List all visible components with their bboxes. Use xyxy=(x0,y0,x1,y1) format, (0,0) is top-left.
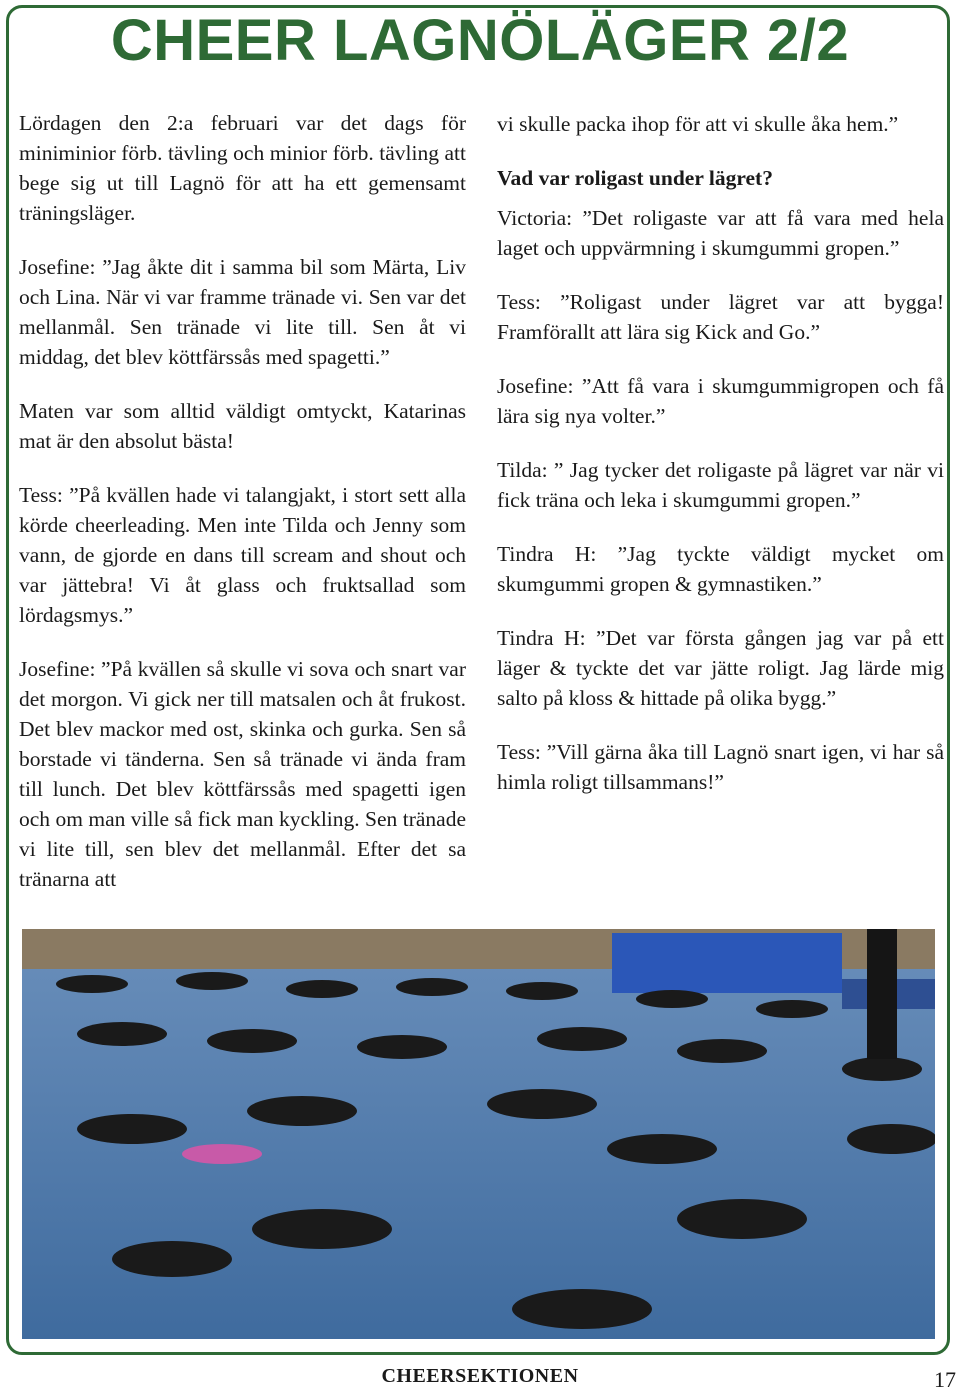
paragraph-josefine-morning: Josefine: ”På kvällen så skulle vi sova och snart var det morgon. Vi gick ner till matsalen och åt frukost. Det blev mackor med ost, skinka och gurka. Sen så borstade vi tänderna. Sen så tränade vi ända fram till lunch. Det blev köttfärssås med spagetti igen och om man ville så fick man kyckling. Sen tränade vi lite till, sen blev det mellanmål. Efter det sa tränarna att xyxy=(19,657,466,891)
coach xyxy=(867,929,897,1059)
page-number: 17 xyxy=(934,1367,956,1392)
left-column xyxy=(19,108,466,918)
answer-tindra-1: Tindra H: ”Jag tyckte väldigt mycket om skumgummi gropen & gymnastiken.” xyxy=(497,542,944,596)
footer-label: CHEERSEKTIONEN xyxy=(381,1365,579,1387)
pink-shirt xyxy=(182,1144,262,1164)
paragraph-intro: Lördagen den 2:a februari var det dags för miniminior förb. tävling och minior förb. tävling att bege sig ut till Lagnö för att ha ett gemensamt träningsläger. xyxy=(19,111,466,225)
paragraph-continuation: vi skulle packa ihop för att vi skulle åka hem.” xyxy=(497,112,899,136)
paragraph-food: Maten var som alltid väldigt omtyckt, Katarinas mat är den absolut bästa! xyxy=(19,399,466,453)
training-photo xyxy=(22,929,935,1339)
answer-tilda: Tilda: ” Jag tycker det roligaste på lägret var när vi fick träna och leka i skumgummi gropen.” xyxy=(497,458,944,512)
answer-tess-2: Tess: ”Vill gärna åka till Lagnö snart igen, vi har så himla roligt tillsammans!” xyxy=(497,740,944,794)
question-heading: Vad var roligast under lägret? xyxy=(497,166,773,190)
answer-tindra-2: Tindra H: ”Det var första gången jag var på ett läger & tyckte det var jätte roligt. Jag lärde mig salto på kloss & hittade på olika bygg.” xyxy=(497,626,944,710)
paragraph-josefine-arrival: Josefine: ”Jag åkte dit i samma bil som Märta, Liv och Lina. När vi var framme tränade vi. Sen var det mellanmål. Sen tränade vi lite till. Sen åt vi middag, det blev köttfärssås med spagetti.” xyxy=(19,255,466,369)
paragraph-tess-talent: Tess: ”På kvällen hade vi talangjakt, i stort sett alla körde cheerleading. Men inte Tilda och Jenny som vann, de gjorde en dans till scream and shout och var jättebra! Vi åt glass och fruktsallad som lördagsmys.” xyxy=(19,483,466,627)
answer-josefine: Josefine: ”Att få vara i skumgummigropen och få lära sig nya volter.” xyxy=(497,374,944,428)
page-title: CHEER LAGNÖLÄGER 2/2 xyxy=(110,8,850,73)
answer-victoria: Victoria: ”Det roligaste var att få vara med hela laget och uppvärmning i skumgummi gropen.” xyxy=(497,206,944,260)
answer-tess: Tess: ”Roligast under lägret var att bygga! Framförallt att lära sig Kick and Go.” xyxy=(497,290,944,344)
right-column xyxy=(497,109,944,821)
gym-floor-illustration xyxy=(22,929,935,1339)
blue-mat xyxy=(612,933,842,993)
